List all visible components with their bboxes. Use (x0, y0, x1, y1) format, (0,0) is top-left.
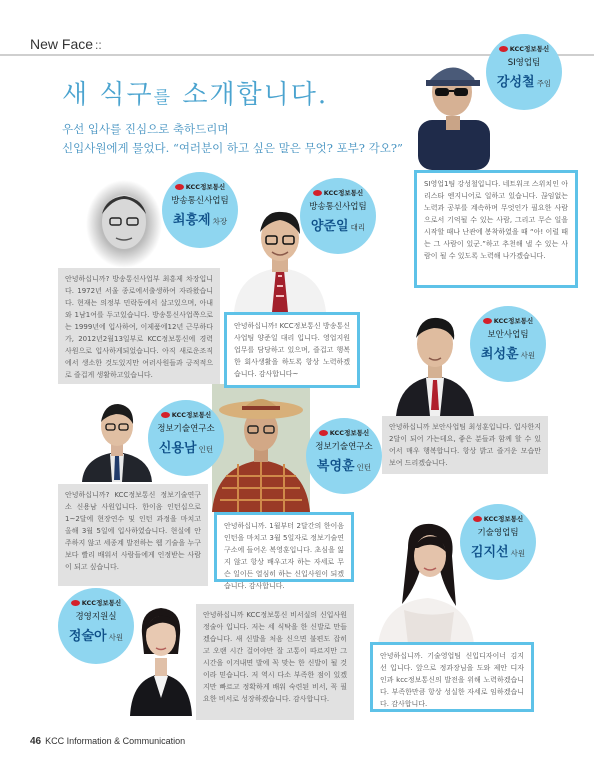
badge-kang-seongcheol (486, 34, 562, 110)
photo-jeong-sula (130, 598, 192, 716)
intro-bok-yeonghun: 안녕하십니까. 1월부터 2달간의 한이음 인턴을 마치고 3월 5일자로 정보기술연구소에 들어온 복영훈입니다. 초심을 잃지 않고 항상 배우고자 하는 자세로 무슨 일이든 열심히 하는 신입사원이 되겠습니다. 감사합니다. (214, 512, 354, 582)
kcc-logo: KCC정보통신 (460, 514, 536, 524)
page-footer: 46 KCC Information & Communication (30, 736, 186, 747)
kcc-logo: KCC정보통신 (162, 182, 238, 192)
page-title: 새 식구를 소개합니다. (62, 80, 329, 110)
photo-shin-yongnam (82, 394, 152, 482)
badge-kim-jiseon (460, 504, 536, 580)
badge-dept: 정보기술연구소 (315, 442, 373, 452)
section-label: New Face :: (30, 36, 102, 52)
badge-choi-seonghun (470, 306, 546, 382)
badge-choi-heungje (162, 172, 238, 248)
badge-dept: SI영업팀 (507, 58, 541, 68)
badge-dept: 기술영업팀 (477, 528, 519, 538)
badge-dept: 방송통신사업팀 (171, 196, 229, 206)
kcc-logo: KCC정보통신 (306, 428, 382, 438)
kcc-logo: KCC정보통신 (300, 188, 376, 198)
intro-choi-seonghun: 안녕하십니까 보안사업팀 최성훈입니다. 입사한지 2달이 되어 가는데요, 좋은 분들과 함께 할 수 있어서 매우 행복합니다. 항상 밝고 즐거운 모습만 보여 드리겠습니다. (382, 416, 548, 474)
badge-name: 신용남 인턴 (158, 441, 214, 456)
kcc-logo: KCC정보통신 (470, 316, 546, 326)
badge-jeong-sula (58, 588, 134, 664)
intro-kang-seongcheol: SI영업1팀 강성철입니다. 네트워크 스위치인 아리스타 엔지니어로 일하고 있습니다. 끊임없는 노력과 공부를 계속하며 무엇인가 필요한 사람으로서 기억될 수 있는 사람, 그리고 무슨 일을 시작할 때나 난관에 봉착하였을 때 “아! 이럴 때는 그 사람이 있군.”하고 추천해 낼 수 있는 사람이 될 수 있도록 노력해 나가겠습니다. (414, 170, 578, 288)
badge-dept: 보안사업팀 (487, 330, 529, 340)
photo-bok-yeonghun (212, 384, 310, 512)
intro-choi-heungje: 안녕하십니까? 방송통신사업부 최흥제 차장입니다. 1972년 서울 종로에서출생하여 자라왔습니다. 현재는 의정부 민락동에서 살고있으며, 아내와 1남1여를 두고있습니다. 방송통신사업쪽으로는 1999년에 입사하여, 이제품에12년 근무하다가, 2012년2월13일부로 KCC정보통신에 경력사원으로 입사하게되었습니다. 아직 새로운조직에서 생소한 것도있지만 여러사원들과 긍적적으로 즐겁게 생활하고있습니다. (58, 268, 220, 384)
kcc-logo: KCC정보통신 (148, 410, 224, 420)
badge-dept: 방송통신사업팀 (309, 202, 367, 212)
photo-choi-seonghun (396, 300, 474, 416)
badge-name: 양준일 대리 (310, 219, 366, 234)
badge-yang-junil (300, 178, 376, 254)
kcc-logo: KCC정보통신 (58, 598, 134, 608)
badge-bok-yeonghun (306, 418, 382, 494)
page-subtitle: 우선 입사를 진심으로 축하드리며 신입사원에게 물었다. “여러분이 하고 싶은 말은 무엇? 포부? 각오?” (62, 122, 403, 155)
badge-shin-yongnam (148, 400, 224, 476)
badge-name: 최흥제 차장 (172, 213, 228, 228)
intro-jeong-sula: 안녕하십니까 KCC정보통신 비서실의 신입사원 정술아 입니다. 저는 세 식탁을 한 신발로 만들겠습니다. 새 신발을 처음 신으면 불편도 잡히고 오랜 시간 걸어야만 잘 고통이 따르지만 그 시간을 이겨내면 발에 꼭 맞는 한 신발이 될 것이라 믿습니다. 저 역시 다소 부족한 점이 있겠지만 빠르고 정확하게 배워 숙련된 비서, 꼭 필요한 비서로 성장하겠습니다. 감사합니다. (196, 604, 354, 720)
intro-kim-jiseon: 안녕하십니까. 기술영업팀 신입디자이너 김지선 입니다. 앞으로 정과장님을 도와 제안 디자인과 kcc정보통신의 발전을 위해 노력하겠습니다. 부족한만큼 항상 성실한 자세로 임하겠습니다. 감사합니다. (370, 642, 534, 712)
badge-name: 강성철 주임 (496, 75, 552, 90)
intro-shin-yongnam: 안녕하십니까? KCC정보통신 정보기술연구소 신용남 사원입니다. 한이음 인턴십으로 1~2달에 현장연수 및 인턴 과정을 마치고 올해 3월 5일에 입사하였습니다. 현실에 안주하지 않고 세종계 발전하는 웹 기술을 누구보다 빨리 배워서 사람들에게 인정받는 사람이 되고 싶습니다. (58, 484, 208, 586)
badge-name: 복영훈 인턴 (316, 459, 372, 474)
badge-name: 최성훈 사원 (480, 347, 536, 362)
intro-yang-junil: 안녕하십니까! KCC정보통신 방송통신사업팀 양준일 대리 입니다. 영업지원 업무를 담당하고 있으며, 즐겁고 행복한 회사생활을 하도록 항상 노력하겠습니다. 감사합니다~ (224, 312, 360, 388)
photo-kang-seongcheol (408, 46, 498, 170)
photo-choi-heungje (84, 178, 164, 270)
badge-dept: 경영지원실 (75, 612, 117, 622)
kcc-logo: KCC정보통신 (486, 44, 562, 54)
badge-name: 김지선 사원 (470, 545, 526, 560)
badge-dept: 정보기술연구소 (157, 424, 215, 434)
badge-name: 정술아 사원 (68, 629, 124, 644)
